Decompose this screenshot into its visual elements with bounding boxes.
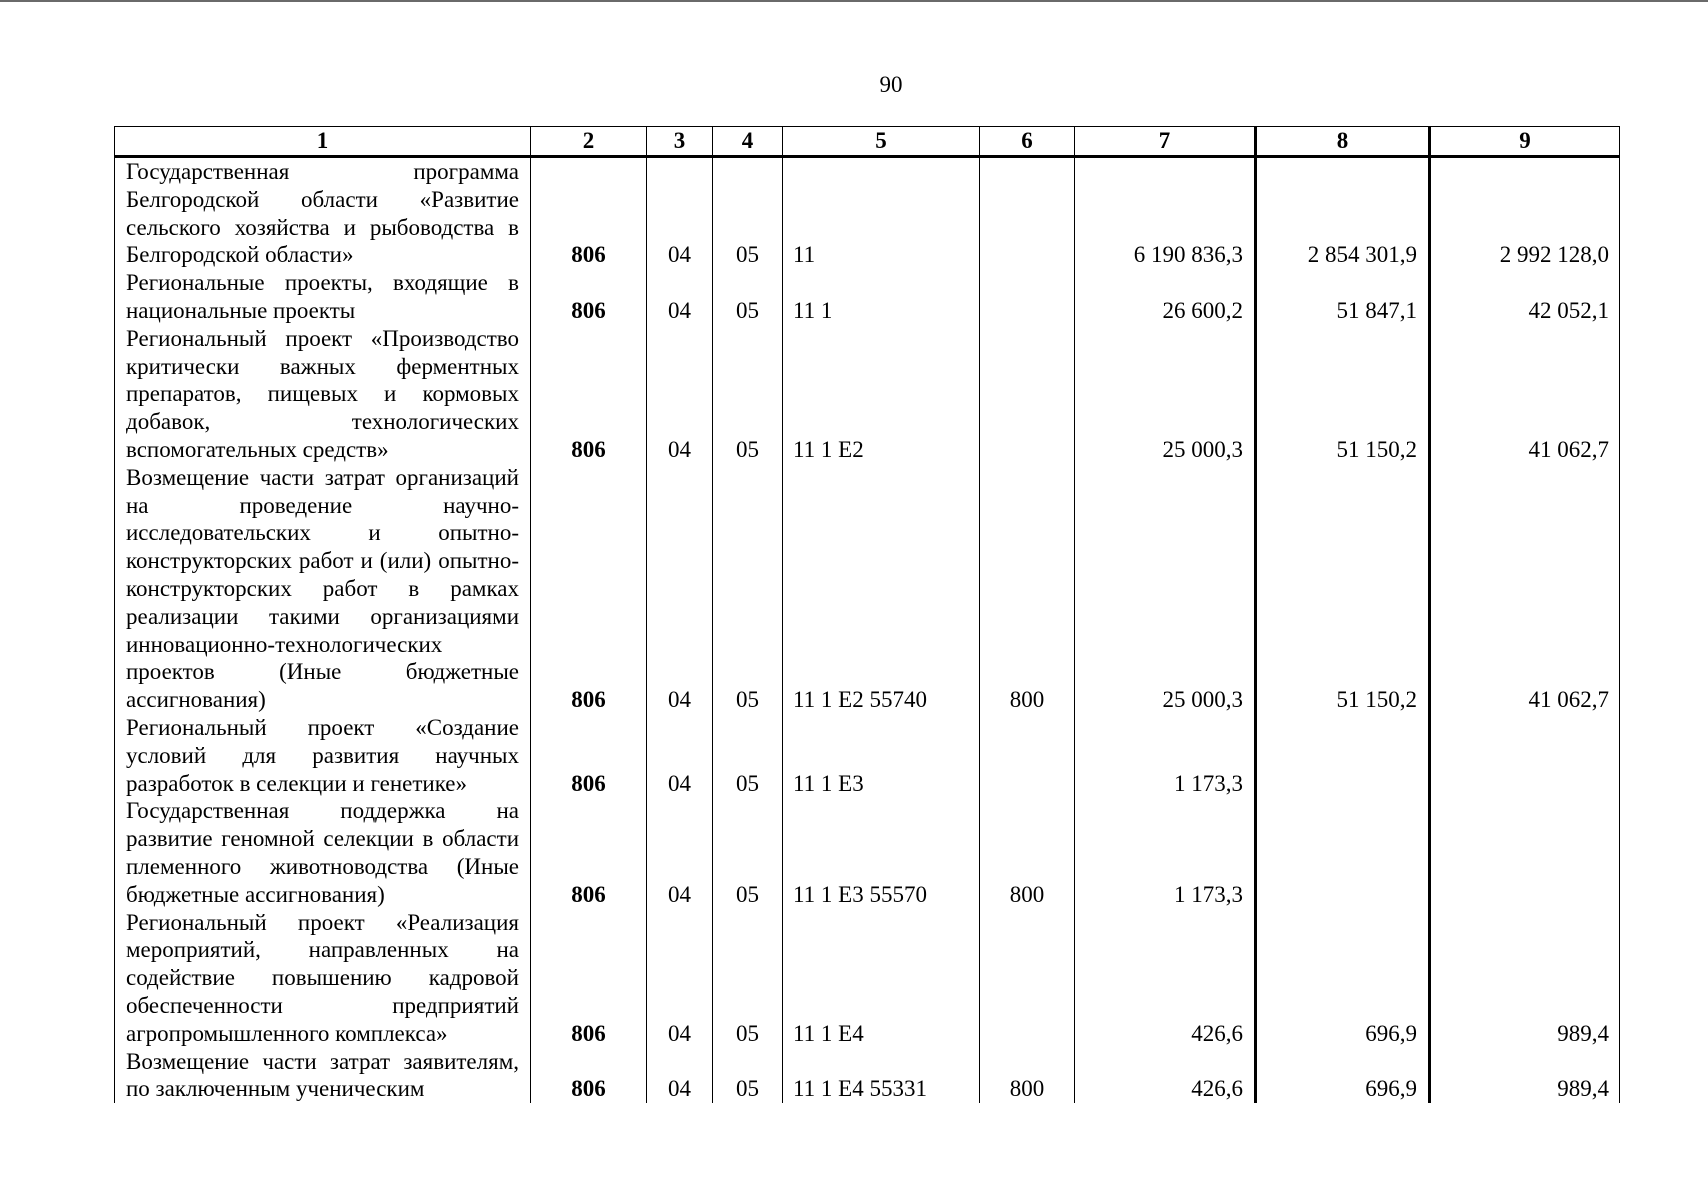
row-amount-year3: 2 992 128,0: [1430, 157, 1620, 270]
row-amount-year3: 989,4: [1430, 909, 1620, 1048]
page-number: 90: [879, 72, 903, 97]
row-name: Региональный проект «Производство критически важных ферментных препаратов, пищевых и кормовых добавок, технологических вспомогательных средств»: [115, 325, 531, 464]
row-expense-type: 800: [980, 797, 1075, 908]
row-name: Возмещение части затрат организаций на проведение научно-исследовательских и опытно-конструкторских работ и (или) опытно-конструкторских работ в рамках реализации такими организациями инновационно-технологических проектов (Иные бюджетные ассигнования): [115, 464, 531, 714]
table-row: [115, 325, 1620, 464]
budget-table: [114, 126, 1620, 1103]
row-target-article: 11 1 E2: [783, 325, 980, 464]
table-row: [115, 464, 1620, 714]
row-amount-year2: 51 150,2: [1256, 325, 1430, 464]
row-amount-year1: 6 190 836,3: [1075, 157, 1256, 270]
top-border-line: [0, 0, 1708, 2]
row-name: Государственная поддержка на развитие геномной селекции в области племенного животноводства (Иные бюджетные ассигнования): [115, 797, 531, 908]
row-section-code: 04: [647, 1048, 713, 1104]
row-grbs-code: 806: [531, 157, 647, 270]
row-amount-year1: 26 600,2: [1075, 269, 1256, 325]
row-subsection-code: 05: [713, 157, 783, 270]
row-expense-type: 800: [980, 464, 1075, 714]
row-amount-year2: 51 150,2: [1256, 464, 1430, 714]
table-row: [115, 714, 1620, 797]
row-name: Возмещение части затрат заявителям, по заключенным ученическим: [115, 1048, 531, 1104]
column-header-2: 2: [531, 127, 647, 157]
row-name: Региональный проект «Создание условий для развития научных разработок в селекции и генетике»: [115, 714, 531, 797]
row-amount-year3: 41 062,7: [1430, 325, 1620, 464]
column-header-6: 6: [980, 127, 1075, 157]
row-target-article: 11 1 E3 55570: [783, 797, 980, 908]
row-amount-year2: 696,9: [1256, 909, 1430, 1048]
row-amount-year1: 25 000,3: [1075, 325, 1256, 464]
table-row: [115, 797, 1620, 908]
row-subsection-code: 05: [713, 909, 783, 1048]
row-grbs-code: 806: [531, 325, 647, 464]
header-row: [115, 127, 1620, 157]
column-header-5: 5: [783, 127, 980, 157]
row-amount-year3: [1430, 714, 1620, 797]
row-section-code: 04: [647, 714, 713, 797]
row-section-code: 04: [647, 157, 713, 270]
row-amount-year2: 2 854 301,9: [1256, 157, 1430, 270]
row-subsection-code: 05: [713, 464, 783, 714]
table-row: [115, 157, 1620, 270]
row-subsection-code: 05: [713, 269, 783, 325]
row-section-code: 04: [647, 325, 713, 464]
row-subsection-code: 05: [713, 1048, 783, 1104]
table-header: [115, 127, 1620, 157]
row-section-code: 04: [647, 909, 713, 1048]
row-grbs-code: 806: [531, 464, 647, 714]
row-target-article: 11: [783, 157, 980, 270]
row-expense-type: [980, 269, 1075, 325]
row-amount-year3: 989,4: [1430, 1048, 1620, 1104]
row-grbs-code: 806: [531, 909, 647, 1048]
row-expense-type: [980, 157, 1075, 270]
row-subsection-code: 05: [713, 714, 783, 797]
column-header-9: 9: [1430, 127, 1620, 157]
row-expense-type: [980, 909, 1075, 1048]
row-amount-year3: 41 062,7: [1430, 464, 1620, 714]
row-amount-year1: 1 173,3: [1075, 797, 1256, 908]
row-target-article: 11 1 E4: [783, 909, 980, 1048]
table-body: [115, 157, 1620, 1104]
row-subsection-code: 05: [713, 797, 783, 908]
row-grbs-code: 806: [531, 797, 647, 908]
column-header-1: 1: [115, 127, 531, 157]
column-header-3: 3: [647, 127, 713, 157]
row-grbs-code: 806: [531, 269, 647, 325]
row-amount-year1: 25 000,3: [1075, 464, 1256, 714]
row-target-article: 11 1 E3: [783, 714, 980, 797]
row-name: Региональный проект «Реализация мероприятий, направленных на содействие повышению кадровой обеспеченности предприятий агропромышленного комплекса»: [115, 909, 531, 1048]
column-header-8: 8: [1256, 127, 1430, 157]
row-section-code: 04: [647, 269, 713, 325]
row-name: Государственная программа Белгородской области «Развитие сельского хозяйства и рыбоводства в Белгородской области»: [115, 157, 531, 270]
row-expense-type: [980, 325, 1075, 464]
row-grbs-code: 806: [531, 714, 647, 797]
row-grbs-code: 806: [531, 1048, 647, 1104]
row-expense-type: 800: [980, 1048, 1075, 1104]
row-amount-year1: 426,6: [1075, 1048, 1256, 1104]
row-subsection-code: 05: [713, 325, 783, 464]
row-amount-year2: 696,9: [1256, 1048, 1430, 1104]
row-amount-year3: [1430, 797, 1620, 908]
table-row: [115, 1048, 1620, 1104]
column-header-7: 7: [1075, 127, 1256, 157]
row-amount-year2: [1256, 797, 1430, 908]
row-amount-year1: 1 173,3: [1075, 714, 1256, 797]
row-name: Региональные проекты, входящие в национальные проекты: [115, 269, 531, 325]
budget-table-container: [114, 126, 1619, 1103]
row-section-code: 04: [647, 797, 713, 908]
row-section-code: 04: [647, 464, 713, 714]
table-row: [115, 909, 1620, 1048]
table-row: [115, 269, 1620, 325]
row-target-article: 11 1: [783, 269, 980, 325]
row-target-article: 11 1 E4 55331: [783, 1048, 980, 1104]
row-target-article: 11 1 E2 55740: [783, 464, 980, 714]
row-amount-year2: 51 847,1: [1256, 269, 1430, 325]
row-amount-year1: 426,6: [1075, 909, 1256, 1048]
row-amount-year3: 42 052,1: [1430, 269, 1620, 325]
row-amount-year2: [1256, 714, 1430, 797]
row-expense-type: [980, 714, 1075, 797]
column-header-4: 4: [713, 127, 783, 157]
